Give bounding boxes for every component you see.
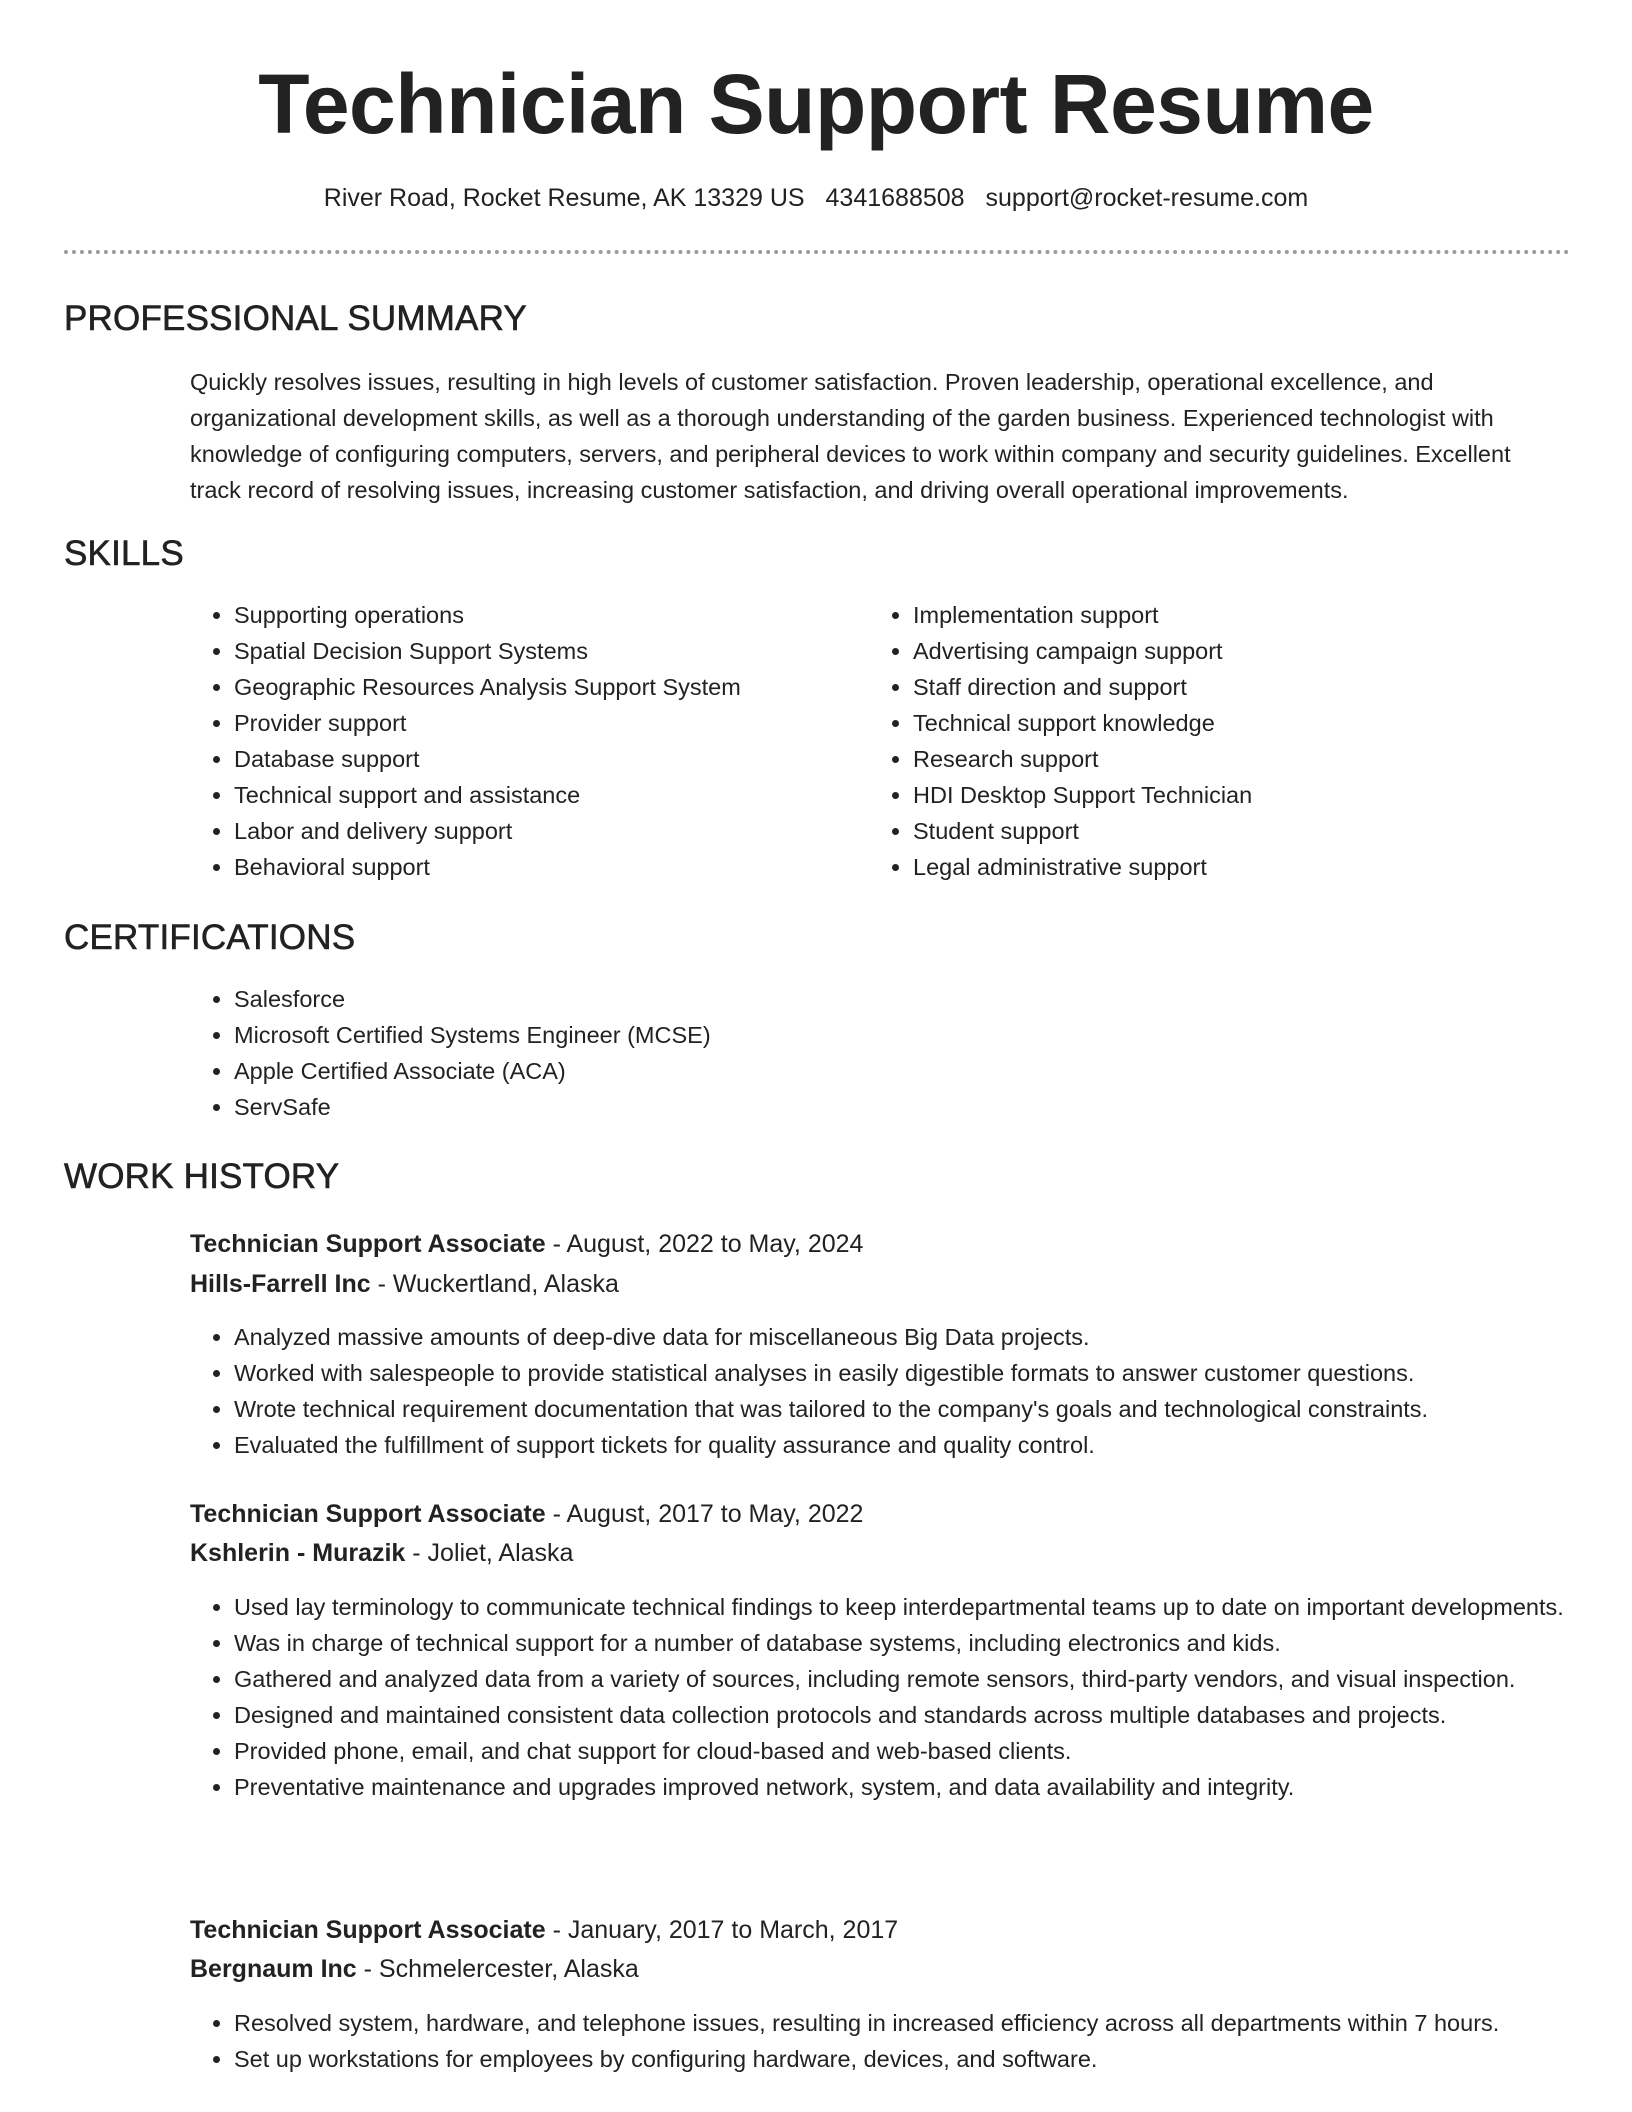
job-bullet: • Preventative maintenance and upgrades improved network, system, and data availability and integrity. xyxy=(234,1769,1574,1805)
job-title-line xyxy=(190,1495,863,1533)
contact-line xyxy=(0,180,1632,216)
job-company-line xyxy=(190,1950,639,1988)
job-location: - Wuckertland, Alaska xyxy=(370,1270,619,1298)
job-dates: - August, 2017 to May, 2022 xyxy=(545,1500,864,1528)
job-title: Technician Support Associate xyxy=(190,1500,546,1528)
job-location: - Schmelercester, Alaska xyxy=(356,1955,639,1983)
job-dates: - August, 2022 to May, 2024 xyxy=(545,1230,864,1258)
contact-phone: 4341688508 xyxy=(825,184,965,212)
skill-item: • Legal administrative support xyxy=(913,849,1533,885)
job-company-line xyxy=(190,1534,573,1572)
job-bullet: • Was in charge of technical support for a number of database systems, including electronics and kids. xyxy=(234,1625,1574,1661)
job-bullet: • Designed and maintained consistent data collection protocols and standards across multiple databases and projects. xyxy=(234,1697,1574,1733)
job-title: Technician Support Associate xyxy=(190,1916,546,1944)
skill-item: • Behavioral support xyxy=(234,849,854,885)
job-bullet: • Provided phone, email, and chat support for cloud-based and web-based clients. xyxy=(234,1733,1574,1769)
job-bullet: • Resolved system, hardware, and telephone issues, resulting in increased efficiency across all departments within 7 hours. xyxy=(234,2005,1574,2041)
contact-email: support@rocket-resume.com xyxy=(985,184,1309,212)
skill-item: • Labor and delivery support xyxy=(234,813,854,849)
job-bullet: • Set up workstations for employees by configuring hardware, devices, and software. xyxy=(234,2041,1574,2077)
certification-item: • Salesforce xyxy=(234,981,1534,1017)
work-history-heading: WORK HISTORY xyxy=(64,1157,340,1196)
header-divider xyxy=(64,250,1570,254)
job-bullet: • Worked with salespeople to provide statistical analyses in easily digestible formats to answer customer questions. xyxy=(234,1355,1614,1391)
certifications-heading: CERTIFICATIONS xyxy=(64,918,356,957)
job-title-line xyxy=(190,1225,863,1263)
job-bullet: • Analyzed massive amounts of deep-dive data for miscellaneous Big Data projects. xyxy=(234,1319,1614,1355)
job-bullets xyxy=(190,2005,1574,2077)
job-company: Hills-Farrell Inc xyxy=(190,1270,371,1298)
job-bullet: • Evaluated the fulfillment of support tickets for quality assurance and quality control. xyxy=(234,1427,1614,1463)
certification-item: • ServSafe xyxy=(234,1089,1534,1125)
skill-item: • Database support xyxy=(234,741,854,777)
resume-title: Technician Support Resume xyxy=(258,57,1374,151)
skill-item: • HDI Desktop Support Technician xyxy=(913,777,1533,813)
job-bullets xyxy=(190,1319,1614,1463)
job-company-line xyxy=(190,1265,619,1303)
skill-item: • Technical support knowledge xyxy=(913,705,1533,741)
skill-item: • Student support xyxy=(913,813,1533,849)
certification-item: • Microsoft Certified Systems Engineer (MCSE) xyxy=(234,1017,1534,1053)
skill-item: • Staff direction and support xyxy=(913,669,1533,705)
skill-item: • Implementation support xyxy=(913,597,1533,633)
job-dates: - January, 2017 to March, 2017 xyxy=(545,1916,899,1944)
job-company: Bergnaum Inc xyxy=(190,1955,357,1983)
skills-heading: SKILLS xyxy=(64,534,184,573)
skill-item: • Provider support xyxy=(234,705,854,741)
job-bullet: • Gathered and analyzed data from a variety of sources, including remote sensors, third-party vendors, and visual inspection. xyxy=(234,1661,1574,1697)
job-bullet: • Wrote technical requirement documentation that was tailored to the company's goals and technological constraints. xyxy=(234,1391,1614,1427)
job-location: - Joliet, Alaska xyxy=(405,1539,574,1567)
skill-item: • Advertising campaign support xyxy=(913,633,1533,669)
contact-address: River Road, Rocket Resume, AK 13329 US xyxy=(323,184,805,212)
skill-item: • Research support xyxy=(913,741,1533,777)
certification-item: • Apple Certified Associate (ACA) xyxy=(234,1053,1534,1089)
summary-text: Quickly resolves issues, resulting in high levels of customer satisfaction. Proven leadership, operational excellence, and organizational development skills, as well as a thorough understanding of the garden business. Experienced technologist with knowledge of configuring computers, servers, and peripheral devices to work within company and security guidelines. Excellent track record of resolving issues, increasing customer satisfaction, and driving overall operational improvements. xyxy=(190,369,1511,503)
summary-heading: PROFESSIONAL SUMMARY xyxy=(64,299,527,338)
job-title-line xyxy=(190,1911,898,1949)
job-bullets xyxy=(190,1589,1574,1805)
job-title: Technician Support Associate xyxy=(190,1230,546,1258)
skill-item: • Spatial Decision Support Systems xyxy=(234,633,854,669)
skill-item: • Technical support and assistance xyxy=(234,777,854,813)
skill-item: • Geographic Resources Analysis Support System xyxy=(234,669,854,705)
skill-item: • Supporting operations xyxy=(234,597,854,633)
skills-list-right xyxy=(869,597,1533,885)
job-bullet: • Used lay terminology to communicate technical findings to keep interdepartmental teams up to date on important developments. xyxy=(234,1589,1574,1625)
certifications-list xyxy=(190,981,1534,1125)
skills-list-left xyxy=(190,597,854,885)
job-company: Kshlerin - Murazik xyxy=(190,1539,406,1567)
